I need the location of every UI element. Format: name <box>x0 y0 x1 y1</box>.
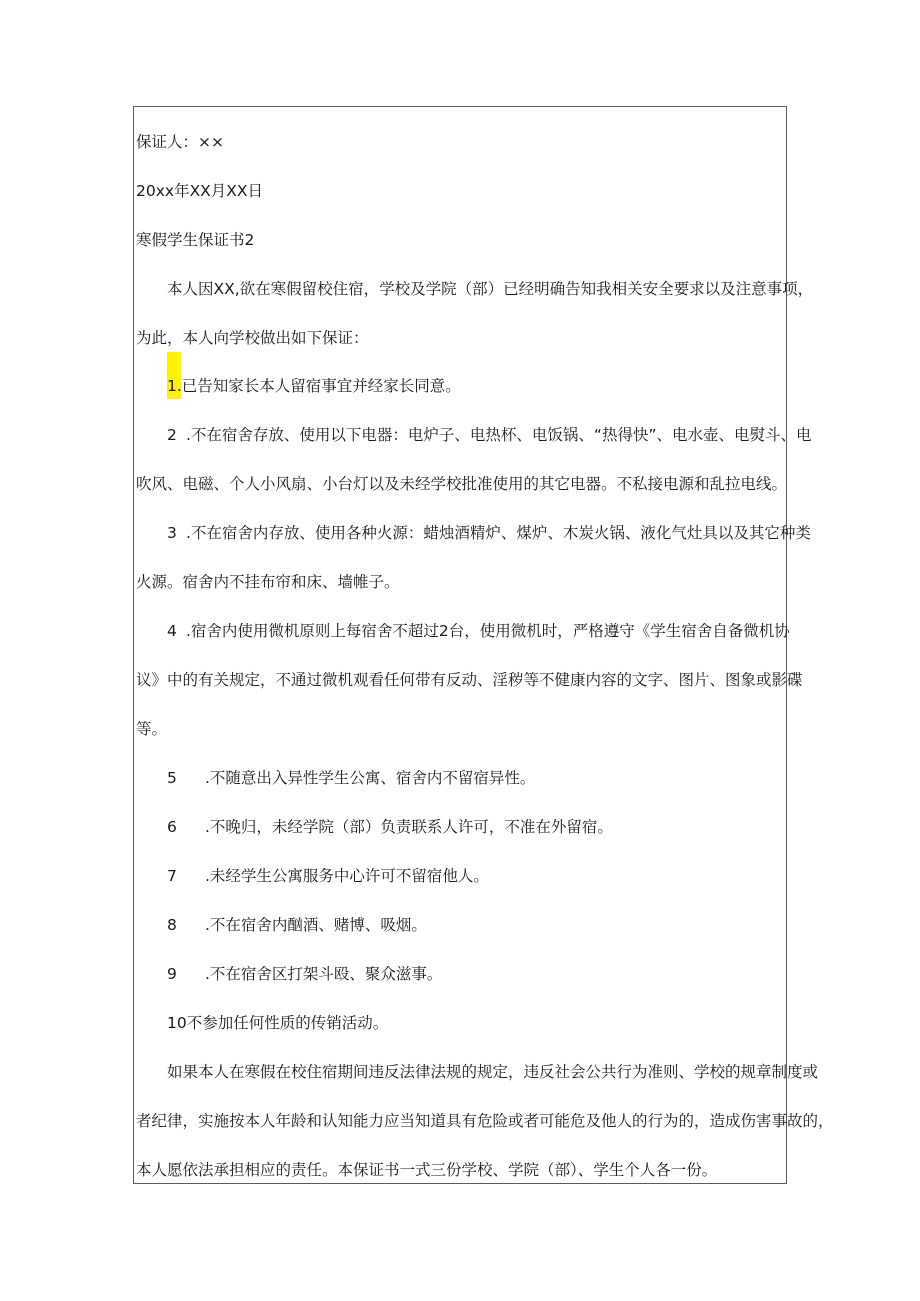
item-4-line-2: 议》中的有关规定，不通过微机观看任何带有反动、淫秽等不健康内容的文字、图片、图象或影碟 <box>136 671 803 689</box>
item-3-line-2: 火源。宿舍内不挂布帘和床、墙帷子。 <box>136 573 400 591</box>
intro-line-2: 为此，本人向学校做出如下保证： <box>136 329 369 347</box>
item-8: .不在宿舍内酗酒、赌博、吸烟。 <box>205 916 427 934</box>
item-9: .不在宿舍区打架斗殴、聚众滋事。 <box>205 965 443 983</box>
closing-line-1: 如果本人在寒假在校住宿期间违反法律法规的规定，违反社会公共行为准则、学校的规章制度或 <box>167 1063 819 1081</box>
item-7: .未经学生公寓服务中心许可不留宿他人。 <box>205 867 489 885</box>
item-2-number: 2 <box>167 426 177 444</box>
item-4-number: 4 <box>167 622 177 640</box>
item-10: 10不参加任何性质的传销活动。 <box>167 1014 389 1032</box>
item-9-number: 9 <box>167 965 177 983</box>
item-6: .不晚归，未经学院（部）负责联系人许可，不准在外留宿。 <box>205 818 613 836</box>
guarantor-line: 保证人：×× <box>136 133 224 151</box>
item-4-line-3: 等。 <box>136 720 168 738</box>
item-5: .不随意出入异性学生公寓、宿舍内不留宿异性。 <box>205 769 536 787</box>
item-1: 1.已告知家长本人留宿事宜并经家长同意。 <box>167 377 461 395</box>
doc-title: 寒假学生保证书2 <box>136 231 255 249</box>
date-line: 20xx年XX月XX日 <box>136 182 264 200</box>
closing-line-2: 者纪律，实施按本人年龄和认知能力应当知道具有危险或者可能危及他人的行为的，造成伤害事故的， <box>136 1112 834 1130</box>
item-7-number: 7 <box>167 867 177 885</box>
item-6-number: 6 <box>167 818 177 836</box>
item-5-number: 5 <box>167 769 177 787</box>
intro-line-1: 本人因XX,欲在寒假留校住宿，学校及学院（部）已经明确告知我相关安全要求以及注意事项， <box>167 280 814 298</box>
item-8-number: 8 <box>167 916 177 934</box>
item-4-line-1: .宿舍内使用微机原则上每宿舍不超过2台，使用微机时，严格遵守《学生宿舍自备微机协 <box>186 622 790 640</box>
item-3-number: 3 <box>167 524 177 542</box>
closing-line-3: 本人愿依法承担相应的责任。本保证书一式三份学校、学院（部）、学生个人各一份。 <box>136 1161 718 1179</box>
item-2-line-1: .不在宿舍存放、使用以下电器：电炉子、电热杯、电饭锅、“热得快”、电水壶、电熨斗、电 <box>186 426 812 444</box>
item-2-line-2: 吹风、电磁、个人小风扇、小台灯以及未经学校批准使用的其它电器。不私接电源和乱拉电线。 <box>136 475 788 493</box>
item-3-line-1: .不在宿舍内存放、使用各种火源：蜡烛酒精炉、煤炉、木炭火锅、液化气灶具以及其它种类 <box>186 524 811 542</box>
